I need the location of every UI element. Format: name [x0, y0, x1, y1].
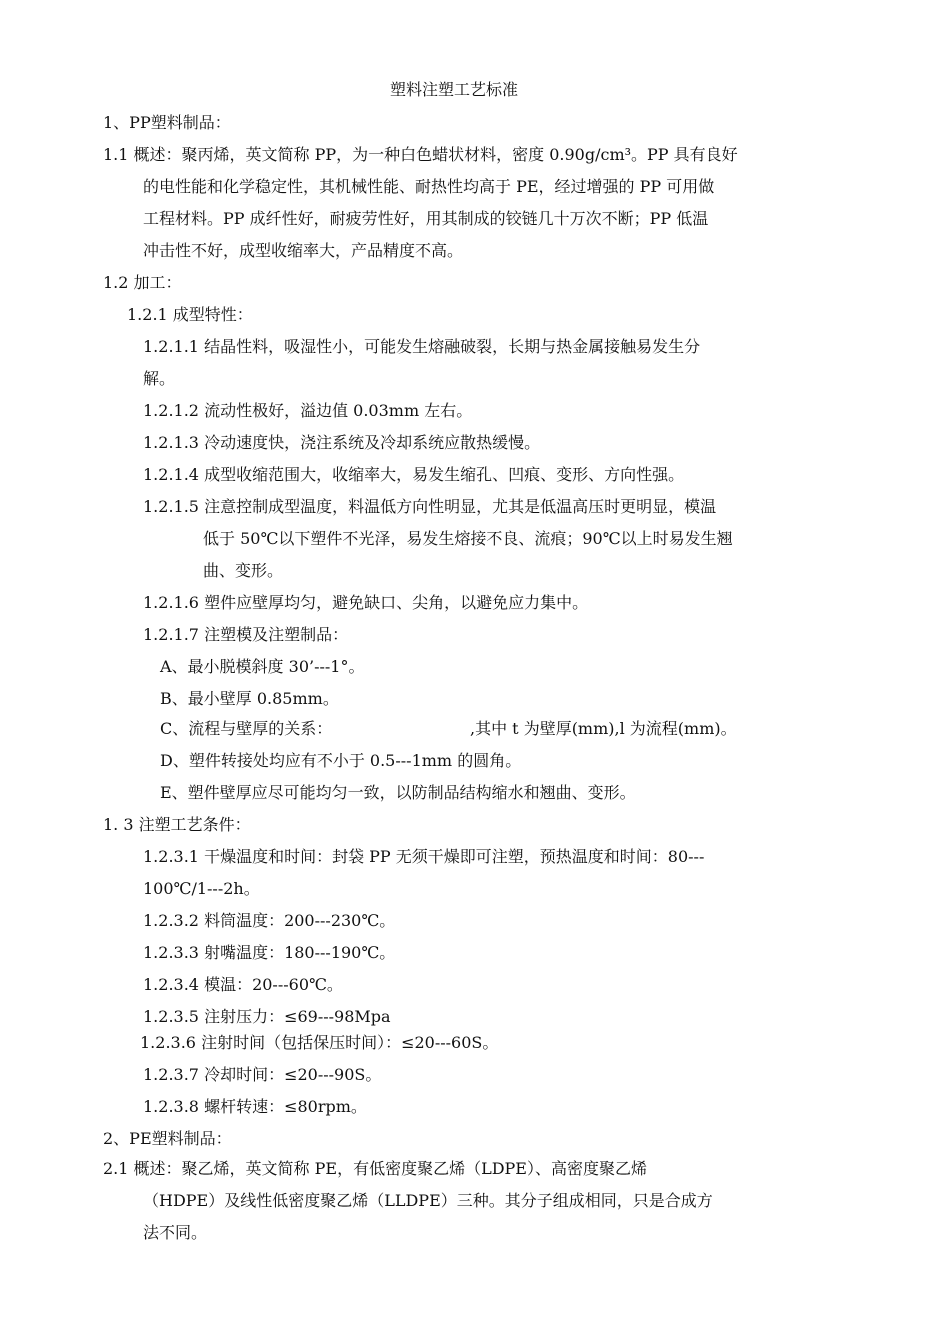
property-5-line-1: 1.2.1.5 注意控制成型温度，料温低方向性明显，尤其是低温高压时更明显，模温: [143, 497, 717, 516]
condition-8: 1.2.3.8 螺杆转速：≤80rpm。: [143, 1097, 367, 1116]
property-6: 1.2.1.6 塑件应壁厚均匀，避免缺口、尖角，以避免应力集中。: [143, 593, 589, 612]
condition-2: 1.2.3.2 料筒温度：200---230℃。: [143, 911, 396, 930]
condition-3: 1.2.3.3 射嘴温度：180---190℃。: [143, 943, 396, 962]
process-conditions-heading: 1. 3 注塑工艺条件：: [103, 815, 251, 834]
property-3: 1.2.1.3 冷动速度快，浇注系统及冷却系统应散热缓慢。: [143, 433, 541, 452]
page-title: 塑料注塑工艺标准: [390, 80, 519, 99]
mold-item-e: E、塑件壁厚应尽可能均匀一致，以防制品结构缩水和翘曲、变形。: [160, 783, 636, 802]
property-1-line-1: 1.2.1.1 结晶性料，吸湿性小，可能发生熔融破裂，长期与热金属接触易发生分: [143, 337, 701, 356]
section-heading-pe: 2、PE塑料制品：: [103, 1129, 232, 1148]
molding-properties-heading: 1.2.1 成型特性：: [127, 305, 253, 324]
mold-item-a: A、最小脱模斜度 30’---1°。: [160, 657, 365, 676]
condition-1-line-2: 100℃/1---2h。: [143, 879, 260, 898]
condition-5: 1.2.3.5 注射压力：≤69---98Mpa: [143, 1007, 391, 1026]
section-heading-pp: 1、PP塑料制品：: [103, 113, 231, 132]
overview-pe-line-3: 法不同。: [143, 1223, 208, 1242]
property-7: 1.2.1.7 注塑模及注塑制品：: [143, 625, 349, 644]
condition-7: 1.2.3.7 冷却时间：≤20---90S。: [143, 1065, 382, 1084]
property-1-line-2: 解。: [143, 369, 176, 388]
overview-pp-line-4: 冲击性不好，成型收缩率大，产品精度不高。: [143, 241, 464, 260]
property-4: 1.2.1.4 成型收缩范围大，收缩率大，易发生缩孔、凹痕、变形、方向性强。: [143, 465, 685, 484]
overview-pp-line-2: 的电性能和化学稳定性，其机械性能、耐热性均高于 PE，经过增强的 PP 可用做: [143, 177, 715, 196]
mold-item-d: D、塑件转接处均应有不小于 0.5---1mm 的圆角。: [160, 751, 522, 770]
property-5-line-3: 曲、变形。: [203, 561, 284, 580]
overview-pe-line-1: 2.1 概述：聚乙烯，英文简称 PE，有低密度聚乙烯（LDPE）、高密度聚乙烯: [103, 1159, 647, 1178]
condition-6: 1.2.3.6 注射时间（包括保压时间）：≤20---60S。: [140, 1033, 499, 1052]
mold-item-c-label: C、流程与壁厚的关系：: [160, 719, 333, 738]
overview-pe-line-2: （HDPE）及线性低密度聚乙烯（LLDPE）三种。其分子组成相同，只是合成方: [143, 1191, 713, 1210]
overview-pp-line-1: 1.1 概述：聚丙烯，英文简称 PP，为一种白色蜡状材料，密度 0.90g/cm³。PP 具有良好: [103, 145, 738, 164]
mold-item-b: B、最小壁厚 0.85mm。: [160, 689, 339, 708]
processing-heading: 1.2 加工：: [103, 273, 182, 292]
mold-item-c-note: ,其中 t 为壁厚(mm),l 为流程(mm)。: [470, 719, 737, 738]
condition-4: 1.2.3.4 模温：20---60℃。: [143, 975, 343, 994]
property-5-line-2: 低于 50℃以下塑件不光泽，易发生熔接不良、流痕；90℃以上时易发生翘: [203, 529, 733, 548]
property-2: 1.2.1.2 流动性极好，溢边值 0.03mm 左右。: [143, 401, 473, 420]
overview-pp-line-3: 工程材料。PP 成纤性好，耐疲劳性好，用其制成的铰链几十万次不断；PP 低温: [143, 209, 709, 228]
condition-1-line-1: 1.2.3.1 干燥温度和时间：封袋 PP 无须干燥即可注塑，预热温度和时间：80---: [143, 847, 705, 866]
